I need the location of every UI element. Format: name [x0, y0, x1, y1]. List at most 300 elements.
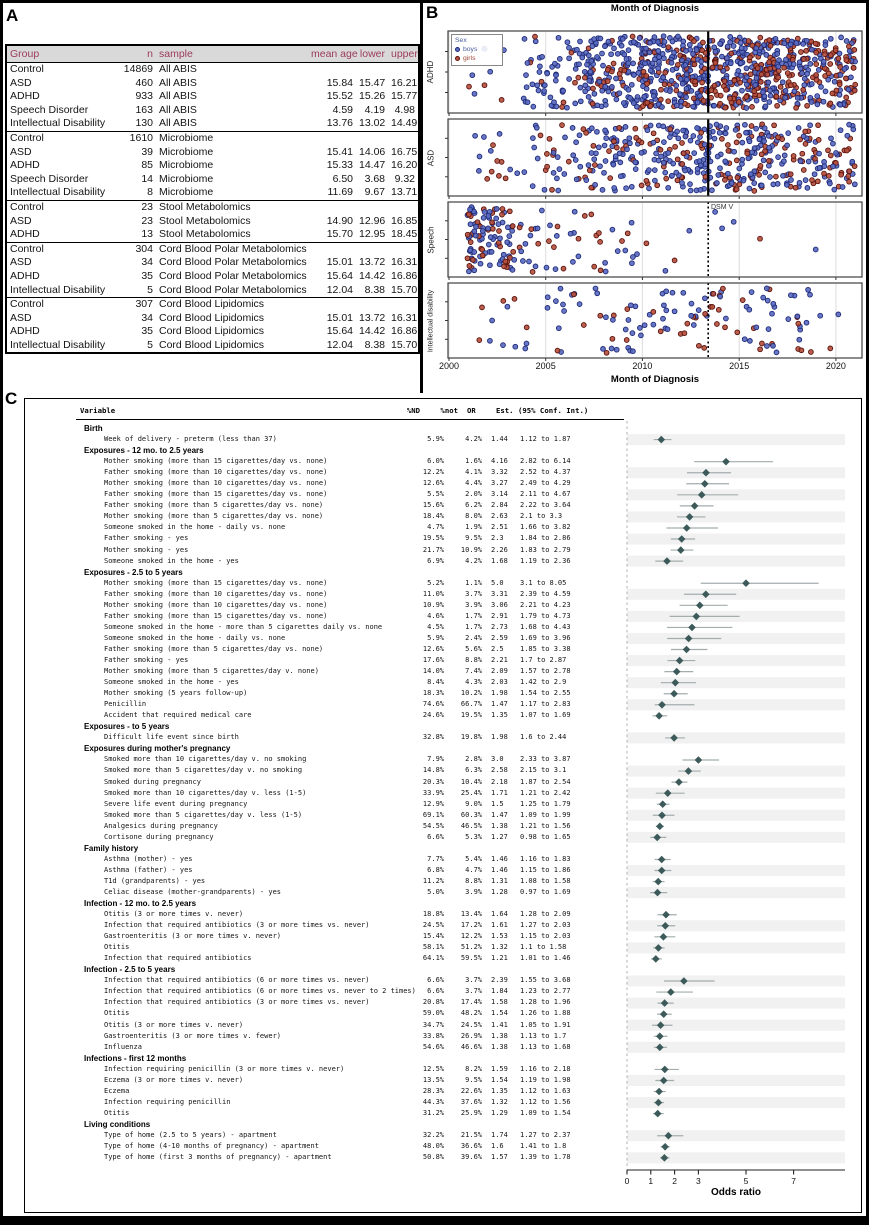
est-cell: 1.13 to 1.7 [520, 1031, 567, 1040]
pct-nd-cell: 34.7% [422, 1020, 444, 1029]
est-cell: 1.26 to 1.88 [520, 1009, 571, 1018]
pct-not-cell: 25.4% [460, 788, 482, 797]
table-cell: 15.41 [326, 145, 353, 158]
table-cell: 15.64 [326, 269, 353, 282]
section-title: Living conditions [84, 1119, 151, 1129]
or-cell: 1.32 [491, 943, 508, 952]
pct-nd-cell: 6.0% [427, 457, 444, 466]
pct-not-cell: 6.2% [465, 501, 482, 510]
table-cell: ADHD [10, 90, 40, 103]
panel-b-label: B [426, 3, 439, 22]
or-cell: 2.51 [491, 523, 508, 532]
or-cell: 2.3 [491, 534, 504, 543]
table-cell: 9.67 [364, 186, 385, 199]
est-cell: 1.39 to 1.78 [520, 1153, 571, 1162]
header-pct-not: %not [440, 406, 458, 415]
forest-section-row [24, 964, 862, 975]
or-cell: 1.58 [491, 998, 508, 1007]
pct-not-cell: 4.3% [465, 678, 482, 687]
est-cell: 1.1 to 1.58 [520, 943, 567, 952]
forest-section-row [24, 1053, 862, 1064]
table-cell: 18.45 [391, 228, 418, 241]
table-cell: ADHD [10, 325, 40, 338]
variable-cell: Eczema [104, 1086, 130, 1095]
variable-cell: Father smoking (more than 5 cigarettes/day vs. none) [104, 501, 324, 510]
table-cell: 12.96 [359, 214, 386, 227]
table-cell: 12.04 [326, 338, 353, 351]
variable-cell: Smoked more than 10 cigarettes/day v. no smoking [104, 755, 307, 764]
pct-not-cell: 19.5% [460, 711, 482, 720]
svg-text:2: 2 [672, 1176, 677, 1186]
or-cell: 2.58 [491, 766, 508, 775]
pct-not-cell: 59.5% [460, 954, 482, 963]
est-cell: 1.15 to 2.03 [520, 932, 571, 941]
forest-data-row [24, 953, 862, 964]
variable-cell: Someone smoked in the home - yes [104, 678, 239, 687]
est-cell: 2.11 to 4.67 [520, 490, 571, 499]
pct-nd-cell: 32.2% [422, 1131, 444, 1139]
pct-not-cell: 8.2% [465, 1064, 482, 1073]
pct-nd-cell: 64.1% [422, 954, 444, 963]
forest-section-row [24, 843, 862, 854]
table-cell: 16.86 [391, 325, 418, 338]
table-cell: Cord Blood Lipidomics [159, 338, 265, 351]
pct-nd-cell: 4.5% [427, 622, 444, 631]
forest-data-row [24, 1141, 862, 1152]
table-cell: 35 [141, 269, 153, 282]
table-cell: 14.49 [391, 117, 418, 130]
est-cell: 1.54 to 2.55 [520, 689, 571, 698]
pct-not-cell: 4.1% [465, 468, 482, 477]
est-cell: 2.21 to 4.23 [520, 600, 571, 609]
boys-dot-icon [455, 47, 460, 52]
header-underline [76, 419, 624, 420]
est-cell: 1.12 to 1.56 [520, 1097, 571, 1106]
table-cell: 11.69 [327, 186, 353, 199]
variable-cell: T1d (grandparents) - yes [104, 876, 206, 885]
forest-data-row [24, 622, 862, 633]
variable-cell: Difficult life event since birth [104, 733, 239, 742]
table-cell: Cord Blood Lipidomics [156, 298, 308, 312]
variable-cell: Someone smoked in the home - daily vs. none [104, 523, 286, 532]
pct-nd-cell: 59.0% [422, 1009, 444, 1018]
pct-nd-cell: 18.4% [422, 512, 444, 521]
table-cell: Cord Blood Polar Metabolomics [156, 242, 308, 256]
variable-cell: Father smoking (more than 15 cigarettes/day vs. none) [104, 611, 328, 620]
forest-data-row [24, 997, 862, 1008]
pct-nd-cell: 5.2% [427, 578, 444, 587]
forest-axis-label: Odds ratio [710, 1187, 761, 1198]
variable-cell: Otitis (3 or more times v. never) [104, 1020, 244, 1029]
pct-not-cell: 24.5% [460, 1020, 482, 1029]
or-cell: 2.18 [491, 777, 508, 786]
header-or: OR [467, 406, 476, 415]
or-cell: 4.16 [491, 457, 508, 466]
or-cell: 1.29 [491, 1108, 508, 1117]
pct-nd-cell: 10.9% [422, 600, 444, 609]
variable-cell: Gastroenteritis (3 or more times v. never) [104, 932, 282, 941]
forest-data-row [24, 876, 862, 887]
dsm-v-annotation: DSM V [711, 204, 734, 211]
variable-cell: Someone smoked in the home - yes [104, 556, 239, 565]
forest-data-row [24, 434, 862, 445]
y-axis-label-1: ASD [425, 149, 435, 166]
or-cell: 1.38 [491, 1031, 508, 1040]
or-cell: 3.27 [491, 479, 508, 488]
est-cell: 1.16 to 1.83 [520, 854, 571, 863]
x-tick-label: 2010 [632, 361, 653, 371]
variable-cell: Otitis [104, 1108, 130, 1117]
est-cell: 1.21 to 1.56 [520, 821, 571, 830]
forest-section-row [24, 567, 862, 578]
est-cell: 1.87 to 2.54 [520, 777, 571, 786]
or-cell: 1.53 [491, 932, 508, 941]
table-cell: All ABIS [159, 103, 197, 116]
forest-data-row [24, 788, 862, 799]
legend-item-girls [455, 54, 499, 63]
pct-not-cell: 46.5% [460, 821, 482, 830]
est-cell: 1.69 to 3.96 [520, 633, 571, 642]
variable-cell: Mother smoking (more than 15 cigarettes/day vs. none) [104, 457, 328, 466]
table-cell: Microbiome [159, 145, 214, 158]
forest-data-row [24, 688, 862, 699]
x-tick-label: 2015 [729, 361, 750, 371]
table-cell: ADHD [10, 269, 40, 282]
table-cell: 15.01 [326, 311, 353, 324]
forest-data-row [24, 1075, 862, 1086]
pct-nd-cell: 6.6% [427, 832, 444, 841]
pct-not-cell: 9.0% [465, 799, 482, 808]
est-cell: 2.49 to 4.29 [520, 479, 571, 488]
forest-data-row [24, 810, 862, 821]
or-cell: 1.61 [491, 921, 508, 930]
pct-not-cell: 3.7% [465, 976, 482, 985]
pct-not-cell: 60.3% [460, 810, 482, 819]
table-cell: 8.38 [364, 338, 385, 351]
pct-nd-cell: 58.1% [422, 943, 444, 952]
table-cell: ASD [10, 214, 32, 227]
pct-nd-cell: 24.5% [422, 921, 444, 930]
forest-data-row [24, 1064, 862, 1075]
pct-not-cell: 2.0% [465, 490, 482, 499]
table-cell: Microbiome [159, 172, 214, 185]
table-cell: 39 [141, 145, 153, 158]
est-cell: 1.6 to 2.44 [520, 733, 567, 742]
est-cell: 1.09 to 1.54 [520, 1108, 571, 1117]
forest-data-row [24, 765, 862, 776]
forest-data-row [24, 655, 862, 666]
pct-nd-cell: 54.5% [422, 821, 444, 830]
variable-cell: Eczema (3 or more times v. never) [104, 1075, 244, 1084]
col-header-upper: upper [388, 45, 419, 63]
forest-data-row [24, 489, 862, 500]
table-cell: 14.47 [359, 159, 386, 172]
or-cell: 2.21 [491, 655, 508, 664]
pct-not-cell: 1.7% [465, 611, 482, 620]
forest-data-row [24, 942, 862, 953]
forest-data-row [24, 799, 862, 810]
forest-data-row [24, 556, 862, 567]
est-cell: 2.15 to 3.1 [520, 766, 567, 775]
section-title: Infection - 12 mo. to 2.5 years [84, 899, 197, 909]
pct-nd-cell: 69.1% [422, 810, 444, 819]
or-cell: 1.31 [491, 876, 508, 885]
table-cell: ASD [10, 76, 32, 89]
svg-text:3: 3 [696, 1176, 701, 1186]
or-cell: 1.35 [491, 1086, 508, 1095]
col-header-group: Group [6, 45, 111, 63]
pct-nd-cell: 33.8% [422, 1031, 444, 1040]
pct-not-cell: 5.3% [465, 832, 482, 841]
variable-cell: Type of home (first 3 months of pregnancy) - apartment [104, 1153, 332, 1162]
forest-data-row [24, 931, 862, 942]
table-cell: 15.33 [326, 159, 353, 172]
variable-cell: Mother smoking - yes [104, 545, 189, 554]
forest-data-row [24, 478, 862, 489]
est-cell: 1.15 to 1.86 [520, 865, 571, 874]
forest-data-row [24, 600, 862, 611]
or-cell: 1.28 [491, 887, 508, 896]
panel-c-label: C [5, 389, 18, 408]
or-cell: 2.59 [491, 633, 508, 642]
pct-not-cell: 3.9% [465, 600, 482, 609]
forest-section-row [24, 743, 862, 754]
y-axis-label-3: Intellectual disability [426, 289, 434, 352]
variable-cell: Penicillin [104, 700, 147, 709]
variable-cell: Someone smoked in the home - more than 5 cigarettes daily vs. none [104, 622, 383, 631]
forest-data-row [24, 1042, 862, 1053]
variable-cell: Gastroenteritis (3 or more times v. fewer) [104, 1031, 282, 1040]
section-title: Family history [84, 843, 139, 853]
svg-text:0: 0 [624, 1176, 630, 1186]
est-cell: 2.22 to 3.64 [520, 501, 571, 510]
pct-not-cell: 37.6% [460, 1097, 482, 1106]
est-cell: 2.33 to 3.87 [520, 755, 571, 764]
table-cell: 4.19 [364, 103, 385, 116]
variable-cell: Severe life event during pregnancy [104, 799, 248, 808]
table-cell: 13.02 [359, 117, 386, 130]
variable-cell: Father smoking - yes [104, 655, 189, 664]
or-cell: 1.21 [491, 954, 508, 963]
variable-cell: Father smoking (more than 10 cigarettes/day vs. none) [104, 589, 328, 598]
legend-label-boys: boys [463, 46, 478, 53]
or-cell: 2.91 [491, 611, 508, 620]
est-cell: 2.52 to 4.37 [520, 468, 571, 477]
header-variable: Variable [80, 406, 116, 415]
or-cell: 5.0 [491, 578, 504, 587]
pct-not-cell: 8.0% [465, 512, 482, 521]
variable-cell: Infection requiring penicillin (3 or more times v. never) [104, 1064, 345, 1073]
pct-nd-cell: 17.6% [422, 655, 444, 664]
or-cell: 3.31 [491, 589, 508, 598]
pct-not-cell: 22.6% [460, 1086, 482, 1095]
svg-text:5: 5 [743, 1176, 749, 1186]
pct-not-cell: 48.2% [460, 1009, 482, 1018]
table-cell: Control [6, 200, 111, 214]
variable-cell: Otitis (3 or more times v. never) [104, 910, 244, 919]
variable-cell: Smoked more than 5 cigarettes/day v. less (1-5) [104, 810, 303, 819]
table-cell: 16.31 [391, 311, 418, 324]
pct-not-cell: 36.6% [460, 1142, 482, 1151]
forest-data-row [24, 887, 862, 898]
pct-nd-cell: 21.7% [422, 545, 444, 554]
variable-cell: Smoked more than 5 cigarettes/day v. no smoking [104, 766, 303, 775]
girls-dot-icon [455, 56, 460, 61]
header-est: Est. (95% Conf. Int.) [496, 406, 589, 415]
or-cell: 3.14 [491, 490, 508, 499]
table-cell: 1610 [111, 131, 156, 145]
variable-cell: Asthma (mother) - yes [104, 854, 193, 863]
or-cell: 2.26 [491, 545, 508, 554]
or-cell: 1.27 [491, 832, 508, 841]
pct-nd-cell: 54.6% [422, 1042, 444, 1051]
table-cell: Cord Blood Polar Metabolomics [159, 269, 307, 282]
table-cell: 15.47 [359, 76, 386, 89]
table-cell: 9.32 [394, 172, 415, 185]
variable-cell: Someone smoked in the home - daily vs. none [104, 633, 286, 642]
table-cell: 15.26 [359, 90, 386, 103]
est-cell: 2.39 to 4.59 [520, 589, 571, 598]
variable-cell: Infection that required antibiotics [104, 954, 252, 963]
pct-nd-cell: 32.8% [422, 733, 444, 742]
legend-title: Sex [455, 37, 467, 44]
variable-cell: Asthma (father) - yes [104, 865, 193, 874]
or-cell: 1.38 [491, 821, 508, 830]
section-title: Birth [84, 424, 103, 433]
scatter-xlabel: Month of Diagnosis [610, 374, 700, 385]
table-cell: Stool Metabolomics [159, 214, 251, 227]
legend-label-girls: girls [463, 55, 476, 62]
table-cell: ASD [10, 311, 32, 324]
table-cell: 15.77 [391, 90, 418, 103]
est-cell: 1.09 to 1.99 [520, 810, 571, 819]
pct-not-cell: 2.4% [465, 633, 482, 642]
pct-nd-cell: 24.6% [422, 711, 444, 720]
est-cell: 3.1 to 8.05 [520, 578, 567, 587]
pct-nd-cell: 7.7% [427, 854, 444, 863]
est-cell: 1.23 to 2.77 [520, 987, 571, 996]
forest-data-row [24, 1008, 862, 1019]
or-cell: 1.57 [491, 1153, 508, 1162]
or-cell: 1.54 [491, 1009, 508, 1018]
or-cell: 1.68 [491, 556, 508, 565]
est-cell: 1.12 to 1.87 [520, 435, 571, 444]
pct-nd-cell: 14.8% [422, 766, 444, 775]
est-cell: 1.83 to 2.79 [520, 545, 571, 554]
table-cell: 15.84 [326, 76, 353, 89]
or-cell: 1.74 [491, 1131, 508, 1139]
variable-cell: Celiac disease (mother-grandparents) - yes [104, 887, 282, 896]
or-cell: 1.71 [491, 788, 508, 797]
table-cell: Stool Metabolomics [159, 228, 251, 241]
legend-item-boys [455, 45, 499, 54]
est-cell: 1.25 to 1.79 [520, 799, 571, 808]
or-cell: 1.44 [491, 435, 508, 444]
pct-nd-cell: 20.8% [422, 998, 444, 1007]
variable-cell: Type of home (2.5 to 5 years) - apartment [104, 1131, 277, 1139]
table-cell: 16.31 [391, 256, 418, 269]
col-header-n: n [111, 45, 156, 63]
or-cell: 1.5 [491, 799, 504, 808]
pct-not-cell: 10.9% [460, 545, 482, 554]
table-cell: Cord Blood Lipidomics [159, 311, 265, 324]
pct-not-cell: 25.9% [460, 1108, 482, 1117]
or-cell: 2.39 [491, 976, 508, 985]
svg-text:1: 1 [648, 1176, 654, 1186]
table-cell: 13.72 [359, 311, 386, 324]
pct-not-cell: 66.7% [460, 700, 482, 709]
pct-nd-cell: 5.9% [427, 633, 444, 642]
est-cell: 1.01 to 1.46 [520, 954, 571, 963]
table-cell: 16.75 [391, 145, 418, 158]
pct-nd-cell: 31.2% [422, 1108, 444, 1117]
table-cell: 14869 [123, 63, 153, 75]
forest-data-row [24, 545, 862, 556]
or-cell: 3.32 [491, 468, 508, 477]
section-title: Exposures during mother's pregnancy [84, 744, 231, 754]
pct-nd-cell: 50.8% [422, 1153, 444, 1162]
forest-data-row [24, 1108, 862, 1119]
forest-data-row [24, 754, 862, 765]
y-axis-label-2: Speech [425, 225, 435, 254]
variable-cell: Infection that required antibiotics (3 or more times vs. never) [104, 921, 370, 930]
pct-not-cell: 1.7% [465, 622, 482, 631]
table-cell: All ABIS [159, 76, 197, 89]
or-cell: 1.35 [491, 711, 508, 720]
table-cell: 16.21 [391, 76, 418, 89]
pct-not-cell: 46.6% [460, 1042, 482, 1051]
or-cell: 1.84 [491, 987, 508, 996]
est-cell: 1.17 to 2.83 [520, 700, 571, 709]
pct-nd-cell: 14.0% [422, 667, 444, 676]
est-cell: 1.55 to 3.68 [520, 976, 571, 985]
pct-nd-cell: 5.9% [427, 435, 444, 444]
est-cell: 1.07 to 1.69 [520, 711, 571, 720]
pct-nd-cell: 7.9% [427, 755, 444, 764]
forest-data-row [24, 677, 862, 688]
forest-data-row [24, 589, 862, 600]
table-cell: 5 [147, 338, 153, 351]
or-cell: 1.46 [491, 854, 508, 863]
forest-data-row [24, 578, 862, 589]
pct-not-cell: 17.2% [460, 921, 482, 930]
pct-not-cell: 6.3% [465, 766, 482, 775]
est-cell: 0.97 to 1.69 [520, 887, 571, 896]
or-cell: 1.6 [491, 1142, 504, 1151]
pct-not-cell: 3.7% [465, 589, 482, 598]
pct-not-cell: 4.2% [465, 556, 482, 565]
or-cell: 1.46 [491, 865, 508, 874]
pct-nd-cell: 13.5% [422, 1075, 444, 1084]
forest-data-row [24, 865, 862, 876]
table-cell: 14 [141, 172, 153, 185]
est-cell: 1.19 to 2.36 [520, 556, 571, 565]
variable-cell: Otitis [104, 1009, 130, 1018]
table-cell: Control [6, 298, 111, 312]
pct-not-cell: 3.9% [465, 887, 482, 896]
table-cell: 6.50 [332, 172, 353, 185]
forest-data-row [24, 500, 862, 511]
est-cell: 1.7 to 2.87 [520, 655, 567, 664]
or-cell: 1.47 [491, 700, 508, 709]
forest-section-row [24, 898, 862, 909]
pct-nd-cell: 44.3% [422, 1097, 444, 1106]
table-cell: Microbiome [156, 131, 308, 145]
variable-cell: Father smoking - yes [104, 534, 189, 543]
or-cell: 1.41 [491, 1020, 508, 1029]
table-cell: Cord Blood Polar Metabolomics [159, 256, 307, 269]
table-cell: 5 [147, 283, 153, 296]
